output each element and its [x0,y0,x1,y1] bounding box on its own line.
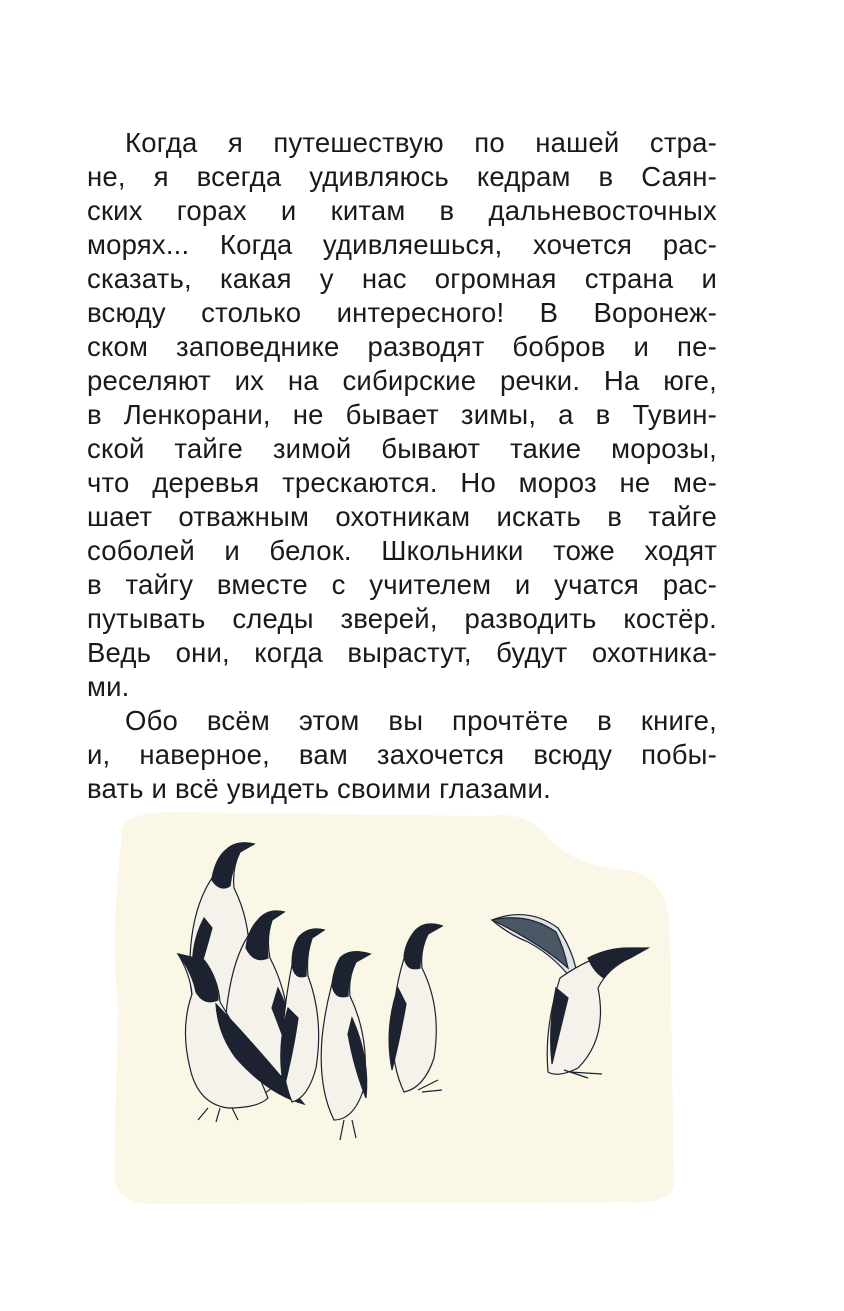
text-line: Ведь они, когда вырастут, будут охотника- [87,637,717,668]
text-line: в Ленкорани, не бывает зимы, а в Тувин- [87,399,717,430]
paragraph-1 [87,126,717,704]
text-line: морях... Когда удивляешься, хочется рас- [87,229,717,260]
paragraph-2 [87,704,717,806]
text-line: ми. [87,671,130,702]
body-text [87,126,717,806]
text-line: Когда я путешествую по нашей стра- [125,127,717,158]
penguin-illustration [108,808,674,1206]
text-line: сказать, какая у нас огромная страна и [87,263,717,294]
text-line: в тайгу вместе с учителем и учатся рас- [87,569,717,600]
text-line: вать и всё увидеть своими глазами. [87,773,551,804]
text-line: всюду столько интересного! В Воронеж- [87,297,717,328]
text-line: шает отважным охотникам искать в тайге [87,501,717,532]
text-line: ских горах и китам в дальневосточных [87,195,717,226]
text-line: Обо всём этом вы прочтёте в книге, [125,705,717,736]
text-line: ском заповеднике разводят бобров и пе- [87,331,717,362]
text-line: и, наверное, вам захочется всюду побы- [87,739,717,770]
text-line: соболей и белок. Школьники тоже ходят [87,535,717,566]
text-line: путывать следы зверей, разводить костёр. [87,603,717,634]
text-line: что деревья трескаются. Но мороз не ме- [87,467,717,498]
text-line: реселяют их на сибирские речки. На юге, [87,365,717,396]
text-line: ской тайге зимой бывают такие морозы, [87,433,717,464]
text-line: не, я всегда удивляюсь кедрам в Саян- [87,161,717,192]
